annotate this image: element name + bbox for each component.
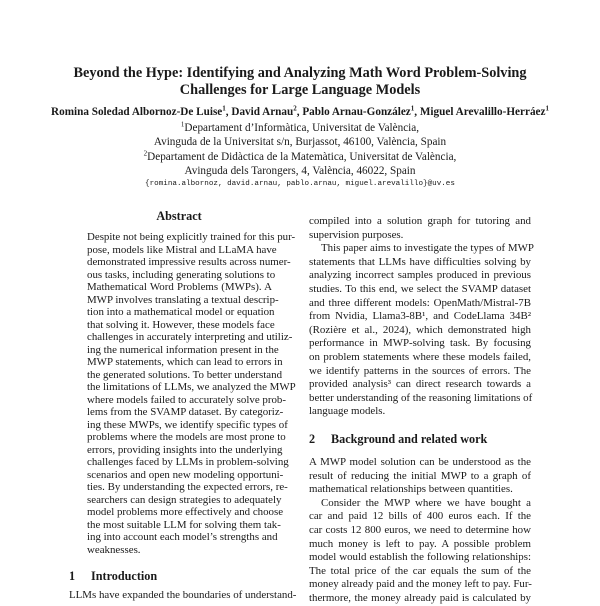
text-line: the limitations of LLMs, we analyzed the MWP — [87, 381, 296, 393]
text-line: Mathematical Word Problems (MWPs). A — [87, 281, 272, 293]
author: Miguel Arevalillo-Herráez$^1$ — [419, 104, 549, 118]
right-column-body — [309, 215, 534, 419]
text-line: searchers can design strategies to adequately — [87, 493, 282, 506]
text-line: Despite not being explicitly trained for this pur- — [87, 231, 296, 243]
text-line: provided analysis³ can direct research towards a — [309, 378, 531, 391]
affiliation-line: $^1$Departament d’Informàtica, Universitat de València, — [180, 120, 420, 134]
text-line: This paper aims to investigate the types of MWP — [321, 242, 534, 255]
affiliations — [0, 121, 600, 179]
text-line: compiled into a solution graph for tutoring and — [309, 215, 531, 227]
text-line: errors, providing insights into the underlying — [87, 443, 283, 456]
text-line: from Nvidia, Llama3-8B¹, and CodeLlama 34B² — [309, 310, 531, 323]
title-line: Beyond the Hype: Identifying and Analyzing Math Word Problem-Solving — [73, 65, 527, 81]
author: Romina Soledad Albornoz-De Luise$^1$ — [51, 104, 226, 118]
text-line: studies. To this end, we select the SVAMP dataset — [309, 282, 531, 295]
abstract-body — [87, 231, 296, 556]
text-line: car costs 12 800 euros, we need to determine how — [309, 523, 531, 536]
text-line: performance in MWP-solving task. By focusing — [309, 337, 531, 350]
text-line: we identify patterns in the sources of errors. The — [309, 364, 531, 377]
text-line: language models. — [309, 405, 386, 418]
text-line: the generated solutions. To better understand — [87, 368, 283, 381]
author: David Arnau$^2$ — [231, 104, 297, 118]
text-line: result of reducing the initial MWP to a graph of — [309, 469, 531, 482]
text-line: thermore, the money already paid is calculated by — [309, 591, 531, 604]
text-line: the most suitable LLM for solving them tak- — [87, 518, 281, 531]
author-emails: {romina.albornoz, david.arnau, pablo.arnau, miguel.arevalillo}@uv.es — [145, 180, 455, 188]
text-line: better understanding of the reasoning limitations of — [309, 391, 533, 404]
text-line: tion into a mathematical model or equation — [87, 306, 275, 318]
section-2-body — [309, 456, 531, 606]
section-1-heading: 1 Introduction — [69, 569, 158, 583]
text-line: demonstrated impressive results across numer- — [87, 256, 291, 268]
paper-title — [0, 65, 600, 99]
text-line: statements that LLMs have difficulties solving by — [309, 255, 531, 268]
text-line: Consider the MWP where we have bought a — [321, 496, 531, 509]
text-line: and three different models: OpenMath/Mistral-7B — [309, 296, 531, 309]
section-1-body — [69, 589, 297, 603]
text-line: car and paid 12 bills of 400 euros each. If the — [309, 510, 531, 523]
abstract-heading: Abstract — [156, 209, 202, 223]
text-line: lems from the SVAMP dataset. By categoriz- — [87, 406, 284, 418]
affiliation-line: $^2$Departament de Didàctica de la Matemàtica, Universitat de València, — [143, 149, 457, 163]
text-line: where models failed to accurately solve prob- — [87, 393, 286, 406]
text-line: ous tasks, including generating solutions to — [87, 268, 276, 281]
text-line: pose, models like Mistral and LLaMA have — [87, 243, 277, 256]
author-list: Romina Soledad Albornoz-De Luise$^1$, David Arnau$^2$, Pablo Arnau-González$^1$, Miguel Arevalillo-Herráez$^1$ — [51, 104, 549, 118]
affiliation-line: Avinguda de la Universitat s/n, Burjassot, 46100, València, Spain — [153, 136, 447, 149]
text-line: model problems more effectively and choose — [87, 506, 284, 518]
author: Pablo Arnau-González$^1$ — [302, 104, 415, 118]
text-line: challenges faced by LLMs in problem-solving — [87, 456, 289, 468]
text-line: much money is left to pay. A possible problem — [309, 537, 531, 550]
text-line: The total price of the car equals the sum of the — [309, 564, 531, 577]
text-line: model would establish the following relationships: — [309, 551, 531, 564]
text-line: problems where the models are most prone to — [87, 431, 286, 443]
text-line: challenges in accurately interpreting and utiliz- — [87, 331, 293, 343]
text-line: MWP statements, which can lead to errors in — [87, 356, 283, 368]
text-line: LLMs have expanded the boundaries of understand- — [69, 589, 297, 601]
section-2-heading: 2 Background and related work — [309, 432, 488, 446]
text-line: analyzing incorrect samples produced in previous — [309, 269, 531, 282]
text-line: weaknesses. — [87, 543, 141, 556]
text-line: supervision purposes. — [309, 228, 404, 241]
title-line: Challenges for Large Language Models — [179, 82, 421, 98]
text-line: ties. By understanding the expected errors, re- — [87, 481, 288, 493]
text-line: ing the numerical information present in the — [87, 343, 279, 356]
text-line: A MWP model solution can be understood as the — [309, 456, 531, 468]
text-line: that solving it. However, these models face — [87, 318, 275, 331]
text-line: (Rozière et al., 2024), which demonstrated high — [309, 323, 531, 336]
text-line: mathematical relationships between quantities. — [309, 483, 513, 496]
text-line: on problem statements where these models failed, — [309, 350, 531, 363]
text-line: ing into account each model’s strengths and — [87, 531, 278, 543]
text-line: money already paid and the money left to pay. Fur- — [309, 578, 532, 591]
text-line: MWP involves translating a textual descrip- — [87, 293, 279, 306]
affiliation-line: Avinguda dels Tarongers, 4, València, 46022, Spain — [184, 165, 416, 178]
text-line: ing these MWPs, we identify specific types of — [87, 418, 288, 431]
text-line: scenarios and open new modeling opportuni- — [87, 468, 284, 481]
